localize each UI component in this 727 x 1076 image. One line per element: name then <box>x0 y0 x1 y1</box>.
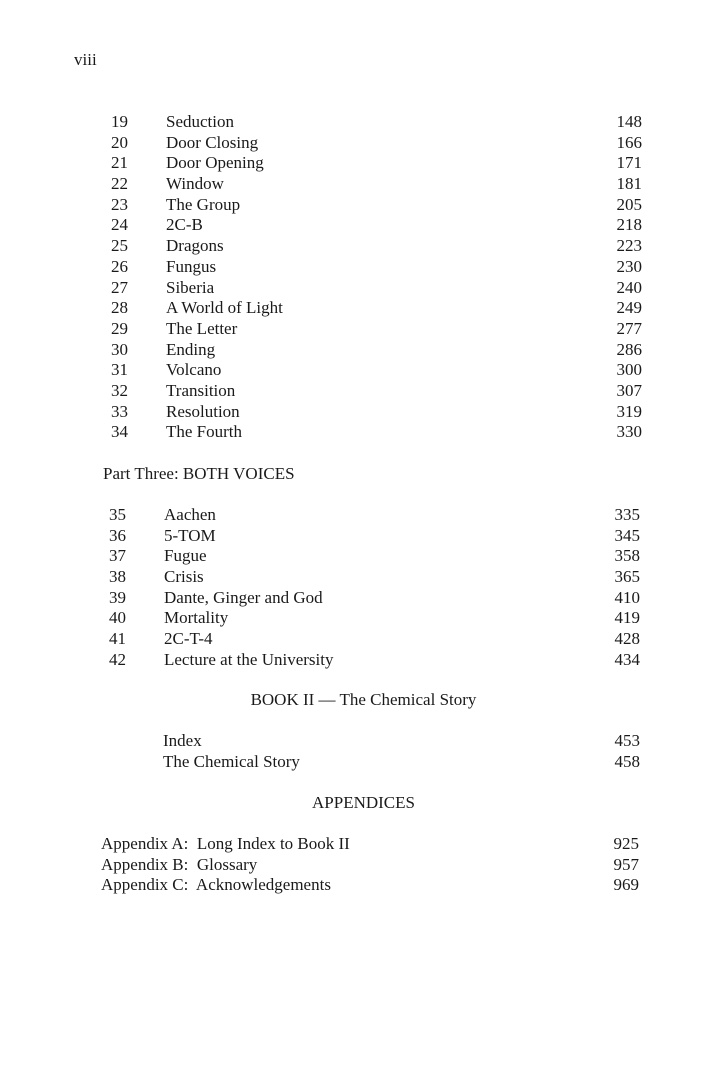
entry-page: 453 <box>614 731 640 750</box>
chapter-page: 148 <box>616 112 642 131</box>
chapter-number: 31 <box>111 360 128 380</box>
appendix-page: 957 <box>613 854 639 874</box>
chapter-title: Volcano <box>166 360 222 380</box>
toc-row <box>0 298 727 319</box>
toc-row <box>0 834 727 855</box>
chapter-title: Dante, Ginger and God <box>164 587 323 607</box>
chapter-title: Door Opening <box>166 153 264 173</box>
chapter-title: Dragons <box>166 236 224 256</box>
chapter-number: 41 <box>109 629 126 649</box>
chapter-page: 223 <box>616 236 642 256</box>
chapter-number: 25 <box>111 236 128 256</box>
chapter-number: 36 <box>109 525 126 545</box>
toc-book-two <box>0 731 727 772</box>
toc-row <box>0 588 727 609</box>
appendix-title: Appendix B: Glossary <box>101 854 258 874</box>
chapter-page: 181 <box>616 174 642 194</box>
chapter-number: 34 <box>111 422 128 442</box>
page-number: viii <box>74 50 97 69</box>
chapter-number: 35 <box>109 505 126 524</box>
toc-row <box>0 360 727 381</box>
chapter-number: 42 <box>109 649 126 669</box>
appendix-title: Appendix A: Long Index to Book II <box>101 834 350 853</box>
chapter-number: 33 <box>111 401 128 421</box>
toc-row <box>0 505 727 526</box>
toc-part-two <box>0 112 727 443</box>
chapter-title: Ending <box>166 339 216 359</box>
chapter-page: 335 <box>614 505 640 524</box>
toc-row <box>0 526 727 547</box>
toc-row <box>0 215 727 236</box>
chapter-title: Fungus <box>166 256 217 276</box>
chapter-number: 21 <box>111 153 128 173</box>
chapter-page: 300 <box>616 360 642 380</box>
chapter-page: 428 <box>614 629 640 649</box>
chapter-title: The Group <box>166 194 241 214</box>
chapter-title: Siberia <box>166 277 215 297</box>
chapter-title: 5-TOM <box>164 525 216 545</box>
toc-row <box>0 153 727 174</box>
chapter-title: Transition <box>166 380 236 400</box>
toc-row <box>0 402 727 423</box>
chapter-page: 230 <box>616 256 642 276</box>
chapter-number: 23 <box>111 194 128 214</box>
part-three-heading: Part Three: BOTH VOICES <box>103 464 295 483</box>
chapter-title: Seduction <box>166 112 234 131</box>
chapter-page: 365 <box>614 567 640 587</box>
chapter-page: 434 <box>614 649 640 669</box>
chapter-title: Window <box>166 174 224 194</box>
toc-row <box>0 752 727 773</box>
toc-row <box>0 731 727 752</box>
chapter-page: 277 <box>616 318 642 338</box>
chapter-title: 2C-B <box>166 215 203 235</box>
chapter-page: 345 <box>614 525 640 545</box>
chapter-number: 26 <box>111 256 128 276</box>
entry-title: The Chemical Story <box>163 751 300 771</box>
chapter-title: The Letter <box>166 318 238 338</box>
chapter-title: Aachen <box>164 505 216 524</box>
chapter-number: 22 <box>111 174 128 194</box>
toc-row <box>0 422 727 443</box>
appendix-page: 969 <box>613 875 639 895</box>
appendices-heading: APPENDICES <box>312 793 415 812</box>
toc-row <box>0 174 727 195</box>
toc-row <box>0 195 727 216</box>
chapter-number: 32 <box>111 380 128 400</box>
chapter-page: 307 <box>616 380 642 400</box>
toc-row <box>0 855 727 876</box>
chapter-number: 37 <box>109 546 126 566</box>
chapter-number: 29 <box>111 318 128 338</box>
chapter-number: 39 <box>109 587 126 607</box>
toc-row <box>0 319 727 340</box>
entry-page: 458 <box>614 751 640 771</box>
chapter-page: 358 <box>614 546 640 566</box>
chapter-page: 319 <box>616 401 642 421</box>
toc-row <box>0 278 727 299</box>
chapter-title: The Fourth <box>166 422 243 442</box>
chapter-number: 40 <box>109 608 126 628</box>
chapter-title: 2C-T-4 <box>164 629 213 649</box>
toc-row <box>0 381 727 402</box>
chapter-number: 28 <box>111 298 128 318</box>
chapter-page: 410 <box>614 587 640 607</box>
appendix-title: Appendix C: Acknowledgements <box>101 875 331 895</box>
toc-appendices <box>0 834 727 896</box>
chapter-page: 419 <box>614 608 640 628</box>
chapter-title: Door Closing <box>166 132 259 152</box>
entry-title: Index <box>163 731 202 750</box>
chapter-page: 249 <box>616 298 642 318</box>
chapter-number: 38 <box>109 567 126 587</box>
chapter-page: 286 <box>616 339 642 359</box>
toc-row <box>0 650 727 671</box>
chapter-page: 171 <box>616 153 642 173</box>
toc-row <box>0 236 727 257</box>
chapter-page: 240 <box>616 277 642 297</box>
chapter-number: 24 <box>111 215 128 235</box>
chapter-title: Mortality <box>164 608 229 628</box>
chapter-title: A World of Light <box>166 298 283 318</box>
appendix-page: 925 <box>613 834 639 853</box>
toc-row <box>0 112 727 133</box>
chapter-title: Lecture at the University <box>164 649 334 669</box>
chapter-title: Resolution <box>166 401 240 421</box>
toc-row <box>0 629 727 650</box>
chapter-number: 20 <box>111 132 128 152</box>
book-two-heading: BOOK II — The Chemical Story <box>250 690 477 709</box>
toc-row <box>0 608 727 629</box>
chapter-page: 330 <box>616 422 642 442</box>
chapter-number: 27 <box>111 277 128 297</box>
toc-row <box>0 133 727 154</box>
chapter-number: 19 <box>111 112 128 131</box>
toc-row <box>0 257 727 278</box>
chapter-page: 166 <box>616 132 642 152</box>
toc-part-three <box>0 505 727 671</box>
chapter-page: 218 <box>616 215 642 235</box>
chapter-title: Fugue <box>164 546 207 566</box>
toc-row <box>0 567 727 588</box>
chapter-number: 30 <box>111 339 128 359</box>
toc-row <box>0 875 727 896</box>
toc-row <box>0 340 727 361</box>
chapter-title: Crisis <box>164 567 204 587</box>
toc-row <box>0 546 727 567</box>
chapter-page: 205 <box>616 194 642 214</box>
